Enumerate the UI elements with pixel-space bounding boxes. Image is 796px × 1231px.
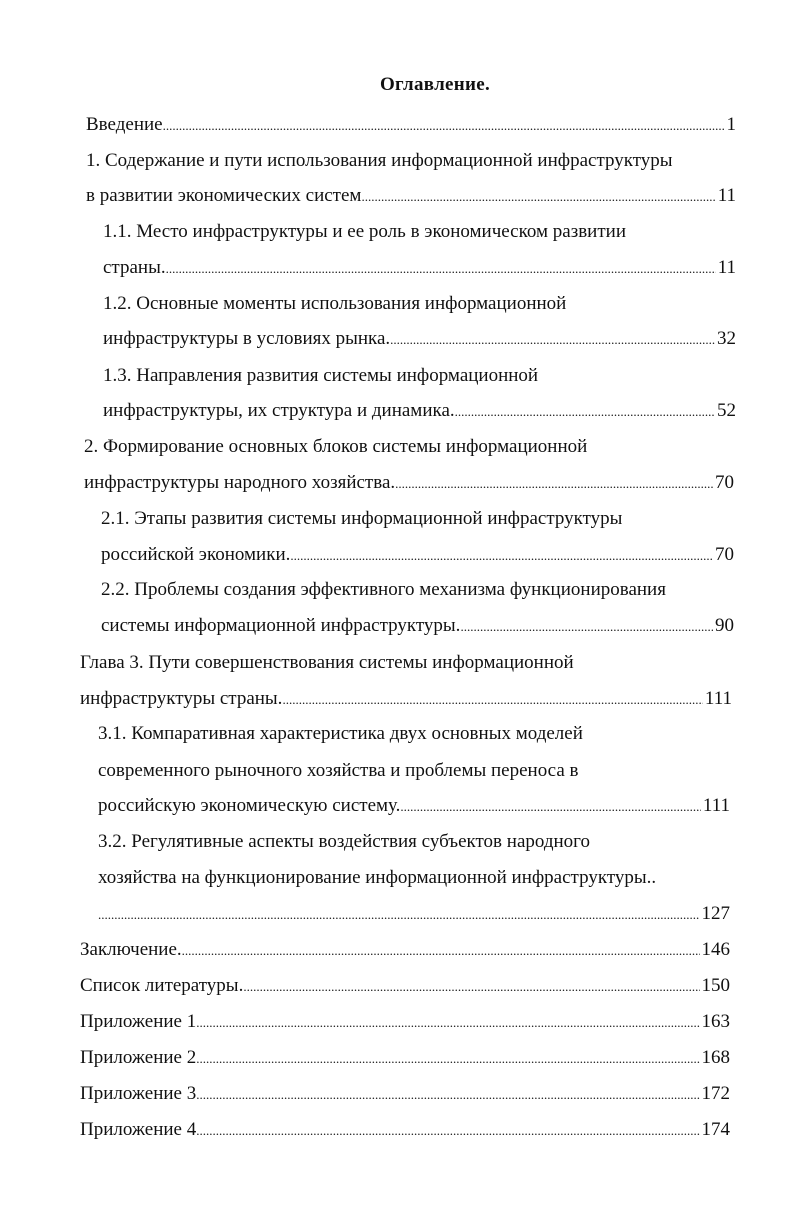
toc-leader-dots xyxy=(455,399,715,424)
toc-page-number: 1 xyxy=(726,114,736,135)
toc-leader-dots xyxy=(182,938,700,963)
toc-entry-text: Приложение 1 xyxy=(80,1011,197,1032)
toc-entry-s22[interactable] xyxy=(101,614,734,639)
toc-leader-dots xyxy=(460,614,713,639)
toc-entry-text: Список литературы. xyxy=(80,975,244,996)
toc-page-number: 146 xyxy=(701,939,730,960)
toc-entry-s31[interactable] xyxy=(98,794,730,819)
toc-entry-s13-line1[interactable]: 1.3. Направления развития системы информационной xyxy=(103,365,539,386)
toc-entry-text: инфраструктуры народного хозяйства. xyxy=(84,472,396,493)
toc-entry-text: инфраструктуры, их структура и динамика. xyxy=(103,400,455,421)
toc-entry-s21-line1[interactable]: 2.1. Этапы развития системы информационной инфраструктуры xyxy=(101,508,623,529)
toc-page-number: 150 xyxy=(701,975,730,996)
toc-entry-s12[interactable] xyxy=(103,327,736,352)
toc-entry-text: российской экономики. xyxy=(101,544,291,565)
toc-leader-dots xyxy=(163,113,725,138)
toc-entry-s21[interactable] xyxy=(101,543,734,568)
toc-leader-dots xyxy=(196,1010,699,1035)
toc-entry-text: Введение xyxy=(86,114,163,135)
toc-entry-s11-line1[interactable]: 1.1. Место инфраструктуры и ее роль в экономическом развитии xyxy=(103,221,626,242)
toc-entry-text: Приложение 2 xyxy=(80,1047,197,1068)
toc-entry-text: страны. xyxy=(103,257,166,278)
toc-entry-appendix-1[interactable] xyxy=(80,1010,730,1035)
toc-entry-text: инфраструктуры страны. xyxy=(80,688,283,709)
toc-entry-ch3-line1[interactable]: Глава 3. Пути совершенствования системы информационной xyxy=(80,652,574,673)
toc-page-number: 172 xyxy=(701,1083,730,1104)
toc-entry-text: российскую экономическую систему. xyxy=(98,795,401,816)
toc-leader-dots xyxy=(98,902,700,927)
toc-page-number: 163 xyxy=(701,1011,730,1032)
toc-page-number: 70 xyxy=(715,472,734,493)
toc-page-number: 11 xyxy=(717,257,736,278)
toc-entry-text: в развитии экономических систем xyxy=(86,185,362,206)
toc-page-number: 32 xyxy=(717,328,736,349)
toc-leader-dots xyxy=(196,1118,699,1143)
toc-entry-ch1-line1[interactable]: 1. Содержание и пути использования информационной инфраструктуры xyxy=(86,150,673,171)
toc-entry-s31-line2[interactable]: современного рыночного хозяйства и проблемы переноса в xyxy=(98,760,579,781)
toc-leader-dots xyxy=(196,1082,699,1107)
toc-leader-dots xyxy=(196,1046,699,1071)
toc-entry-s12-line1[interactable]: 1.2. Основные моменты использования информационной xyxy=(103,293,567,314)
toc-page-number: 127 xyxy=(701,903,730,924)
toc-page-number: 70 xyxy=(715,544,734,565)
toc-page-number: 111 xyxy=(702,795,730,816)
toc-leader-dots xyxy=(290,543,713,568)
toc-entry-s32[interactable] xyxy=(98,902,730,927)
toc-leader-dots xyxy=(282,687,702,712)
toc-entry-text: системы информационной инфраструктуры. xyxy=(101,615,461,636)
toc-leader-dots xyxy=(243,974,699,999)
toc-entry-text: Заключение. xyxy=(80,939,182,960)
toc-entry-appendix-2[interactable] xyxy=(80,1046,730,1071)
toc-leader-dots xyxy=(395,471,713,496)
toc-page-number: 174 xyxy=(701,1119,730,1140)
toc-entry-s22-line1[interactable]: 2.2. Проблемы создания эффективного механизма функционирования xyxy=(101,579,666,600)
toc-entry-intro[interactable] xyxy=(86,113,736,138)
toc-entry-appendix-3[interactable] xyxy=(80,1082,730,1107)
toc-entry-s32-line2[interactable]: хозяйства на функционирование информационной инфраструктуры.. xyxy=(98,867,657,888)
toc-entry-s32-line1[interactable]: 3.2. Регулятивные аспекты воздействия субъектов народного xyxy=(98,831,590,852)
toc-entry-ch2[interactable] xyxy=(84,471,734,496)
toc-entry-ch1[interactable] xyxy=(86,184,736,209)
toc-page-number: 90 xyxy=(715,615,734,636)
toc-title: Оглавление. xyxy=(379,74,491,95)
toc-leader-dots xyxy=(166,256,716,281)
toc-entry-text: Приложение 4 xyxy=(80,1119,197,1140)
toc-leader-dots xyxy=(400,794,701,819)
toc-leader-dots xyxy=(390,327,715,352)
toc-page-number: 11 xyxy=(717,185,736,206)
toc-entry-ch2-line1[interactable]: 2. Формирование основных блоков системы информационной xyxy=(84,436,588,457)
toc-entry-conclusion[interactable] xyxy=(80,938,730,963)
toc-page-number: 52 xyxy=(717,400,736,421)
toc-entry-references[interactable] xyxy=(80,974,730,999)
toc-entry-s13[interactable] xyxy=(103,399,736,424)
toc-entry-text: инфраструктуры в условиях рынка. xyxy=(103,328,391,349)
toc-entry-s11[interactable] xyxy=(103,256,736,281)
toc-leader-dots xyxy=(361,184,715,209)
toc-entry-appendix-4[interactable] xyxy=(80,1118,730,1143)
toc-page-number: 168 xyxy=(701,1047,730,1068)
toc-entry-ch3[interactable] xyxy=(80,687,732,712)
toc-entry-s31-line1[interactable]: 3.1. Компаративная характеристика двух основных моделей xyxy=(98,723,583,744)
toc-page-number: 111 xyxy=(704,688,732,709)
toc-entry-text: Приложение 3 xyxy=(80,1083,197,1104)
